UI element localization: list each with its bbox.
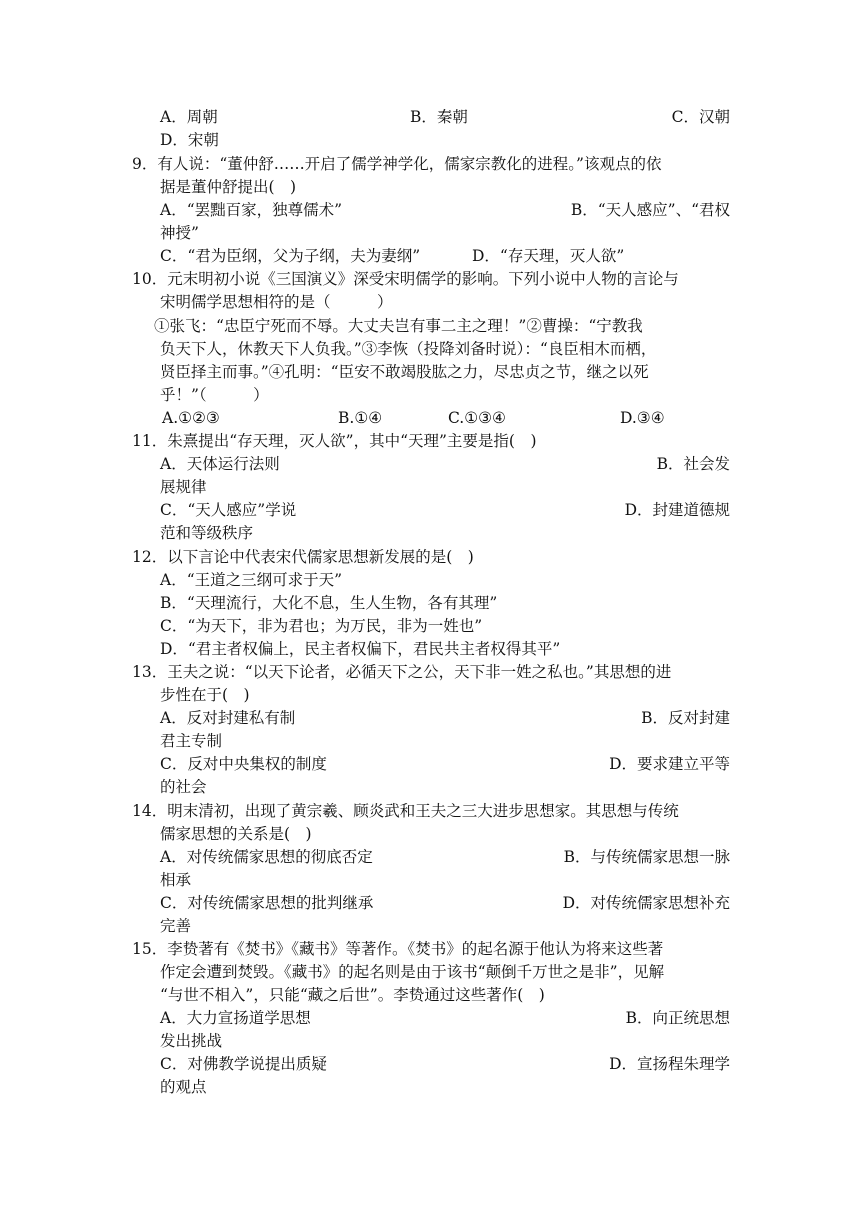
question-stem: 儒家思想的关系是( ) <box>160 825 312 843</box>
question-stem: 9．有人说：“董仲舒……开启了儒学神学化，儒家宗教化的进程。”该观点的依 <box>132 155 662 173</box>
option-d: D．对传统儒家思想补充 <box>562 894 730 912</box>
option-b: B．向正统思想 <box>625 1009 730 1027</box>
option-c: C．汉朝 <box>671 108 730 126</box>
option-d: D．“君主者权偏上，民主者权偏下，君民共主者权得其平” <box>160 640 561 658</box>
option-b: B．与传统儒家思想一脉 <box>563 848 730 866</box>
option-d: D．宣扬程朱理学 <box>609 1055 730 1073</box>
option-b-continued: 发出挑战 <box>160 1032 223 1050</box>
option-a: A．“罢黜百家，独尊儒术” <box>160 201 343 219</box>
option-b: B.①④ <box>338 409 383 427</box>
option-d: D．要求建立平等 <box>609 755 730 773</box>
question-stem: 15．李贽著有《焚书》《藏书》等著作。《焚书》的起名源于他认为将来这些著 <box>132 940 664 958</box>
option-a: A．天体运行法则 <box>160 455 280 473</box>
option-d-continued: 完善 <box>160 917 192 935</box>
question-stem: 乎！”（ ） <box>160 386 269 404</box>
question-stem: ①张飞：“忠臣宁死而不辱。大丈夫岂有事二主之理！”②曹操：“宁教我 <box>154 317 643 335</box>
option-a: A．反对封建私有制 <box>160 709 296 727</box>
option-d: D．封建道德规 <box>624 501 730 519</box>
option-b-continued: 君主专制 <box>160 732 223 750</box>
option-c: C.①③④ <box>448 409 506 427</box>
option-d: D．宋朝 <box>160 131 219 149</box>
option-d-continued: 的观点 <box>160 1078 207 1096</box>
question-stem: 14．明末清初，出现了黄宗羲、顾炎武和王夫之三大进步思想家。其思想与传统 <box>132 802 679 820</box>
option-b: B．社会发 <box>656 455 730 473</box>
question-stem: “与世不相入”，只能“藏之后世”。李贽通过这些著作( ) <box>160 986 545 1004</box>
option-d-continued: 范和等级秩序 <box>160 524 254 542</box>
option-b: B．“天人感应”、“君权 <box>570 201 730 219</box>
option-a: A.①②③ <box>162 409 220 427</box>
question-stem: 13．王夫之说：“以天下论者，必循天下之公，天下非一姓之私也。”其思想的进 <box>132 663 672 681</box>
option-a: A．“王道之三纲可求于天” <box>160 571 343 589</box>
option-a: A．大力宣扬道学思想 <box>160 1009 311 1027</box>
option-c: C．对传统儒家思想的批判继承 <box>160 894 374 912</box>
option-d: D.③④ <box>620 409 665 427</box>
question-stem: 12．以下言论中代表宋代儒家思想新发展的是( ) <box>132 548 474 566</box>
option-d: D．“存天理，灭人欲” <box>472 247 625 265</box>
option-b: B．反对封建 <box>641 709 730 727</box>
option-b-continued: 相承 <box>160 871 192 889</box>
option-d-continued: 的社会 <box>160 778 207 796</box>
option-b-continued: 神授” <box>160 224 199 242</box>
question-stem: 负天下人，休教天下人负我。”③李恢（投降刘备时说）：“良臣相木而栖， <box>160 340 657 358</box>
option-b: B．秦朝 <box>410 108 468 126</box>
option-b: B．“天理流行，大化不息，生人生物，各有其理” <box>160 594 498 612</box>
question-stem: 作定会遭到焚毁。《藏书》的起名则是由于该书“颠倒千万世之是非”，见解 <box>160 963 665 981</box>
question-stem: 10．元末明初小说《三国演义》深受宋明儒学的影响。下列小说中人物的言论与 <box>132 270 679 288</box>
question-stem: 贤臣择主而事。”④孔明：“臣安不敢竭股肱之力，尽忠贞之节，继之以死 <box>160 363 649 381</box>
option-a: A．周朝 <box>160 108 218 126</box>
option-c: C．“君为臣纲，父为子纲，夫为妻纲” <box>160 247 421 265</box>
option-b-continued: 展规律 <box>160 478 207 496</box>
question-stem: 11．朱熹提出“存天理，灭人欲”，其中“天理”主要是指( ) <box>132 432 537 450</box>
question-stem: 据是董仲舒提出( ) <box>160 178 297 196</box>
option-c: C．“为天下，非为君也；为万民，非为一姓也” <box>160 617 483 635</box>
option-a: A．对传统儒家思想的彻底否定 <box>160 848 373 866</box>
question-stem: 步性在于( ) <box>160 686 250 704</box>
option-c: C．“天人感应”学说 <box>160 501 297 519</box>
option-c: C．反对中央集权的制度 <box>160 755 327 773</box>
option-c: C．对佛教学说提出质疑 <box>160 1055 327 1073</box>
question-stem: 宋明儒学思想相符的是（ ） <box>160 293 393 311</box>
